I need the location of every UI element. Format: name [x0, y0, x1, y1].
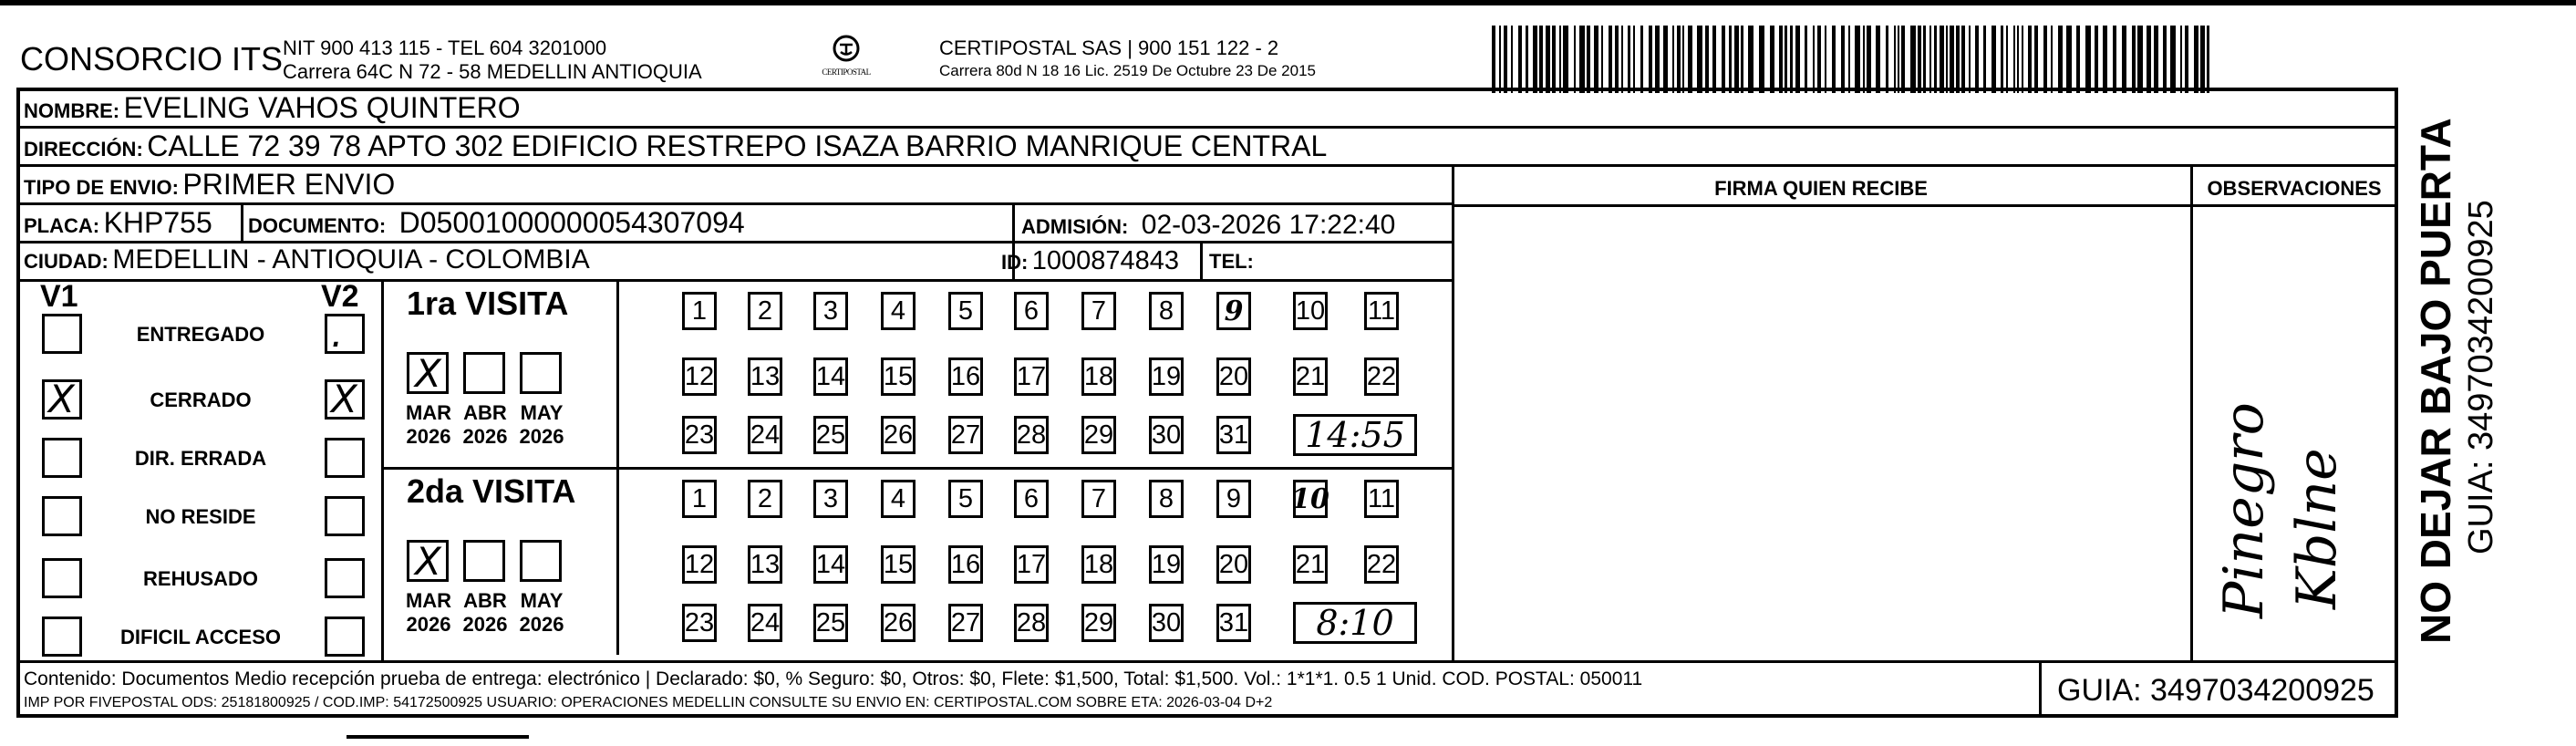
day-number: 6 — [1023, 483, 1040, 513]
tipo-envio-value: PRIMER ENVIO — [182, 168, 396, 201]
day-number: 12 — [684, 361, 715, 391]
logo-text: CERTIPOSTAL — [822, 67, 871, 77]
visit-time: 14:55 — [1305, 415, 1405, 455]
day-box[interactable] — [1014, 604, 1049, 642]
ciudad-label: CIUDAD: — [24, 250, 109, 273]
v2-checkbox[interactable] — [325, 438, 365, 478]
nombre-value: EVELING VAHOS QUINTERO — [123, 91, 521, 124]
day-number: 11 — [1367, 295, 1396, 326]
v2-label: V2 — [321, 279, 359, 314]
certipostal-logo — [810, 33, 883, 80]
v2-checkbox[interactable] — [325, 616, 365, 657]
v1-checkbox[interactable] — [42, 379, 82, 420]
day-box[interactable] — [1149, 292, 1184, 330]
month-year: 2026 — [406, 613, 451, 636]
documento-value: D05001000000054307094 — [398, 206, 745, 239]
no-dejar-bajo-puerta: NO DEJAR BAJO PUERTA — [2412, 118, 2459, 644]
day-number: 20 — [1218, 549, 1249, 579]
day-box[interactable] — [682, 292, 717, 330]
day-number: 22 — [1366, 549, 1397, 579]
v1-checkbox[interactable] — [42, 496, 82, 536]
day-number: 4 — [890, 483, 906, 513]
direccion-field — [24, 130, 1327, 163]
ciudad-field — [24, 244, 590, 275]
barcode-image — [1492, 26, 2214, 93]
month-label: ABR — [463, 589, 507, 612]
day-number: 19 — [1151, 549, 1182, 579]
day-box[interactable] — [1364, 480, 1399, 518]
day-number: 21 — [1295, 549, 1326, 579]
day-box[interactable] — [1149, 545, 1184, 584]
v1-label: V1 — [40, 279, 78, 314]
observaciones-note-1: Pinegro — [2212, 402, 2276, 618]
day-box[interactable] — [748, 292, 782, 330]
day-box[interactable] — [1149, 357, 1184, 396]
day-number: 30 — [1151, 420, 1182, 450]
day-box[interactable] — [1081, 480, 1116, 518]
day-number: 25 — [815, 607, 846, 637]
day-number: 1 — [691, 295, 708, 326]
day-number: 9 — [1224, 295, 1244, 327]
id-value: 1000874843 — [1031, 246, 1180, 275]
v2-checkbox[interactable] — [325, 311, 365, 356]
admision-field — [1021, 210, 1395, 241]
observaciones-note-2: Kblne — [2285, 448, 2349, 609]
direccion-value: CALLE 72 39 78 APTO 302 EDIFICIO RESTREPO ISAZA BARRIO MANRIQUE CENTRAL — [147, 130, 1328, 162]
placa-field — [24, 206, 212, 240]
status-label: DIR. ERRADA — [134, 447, 267, 470]
day-number: 5 — [957, 295, 974, 326]
day-number: 5 — [957, 483, 974, 513]
day-number: 30 — [1151, 607, 1182, 637]
v2-checkbox[interactable] — [325, 496, 365, 536]
day-number: 26 — [883, 607, 914, 637]
month-checkbox[interactable] — [463, 352, 505, 394]
day-box[interactable] — [1081, 357, 1116, 396]
day-box[interactable] — [682, 545, 717, 584]
visit-title: 1ra VISITA — [407, 285, 569, 322]
day-box[interactable] — [1081, 416, 1116, 454]
month-checkbox[interactable] — [463, 540, 505, 582]
day-number: 15 — [883, 549, 914, 579]
month-label: MAR — [405, 401, 452, 424]
day-box[interactable] — [881, 545, 916, 584]
month-label: ABR — [463, 401, 507, 424]
nit-line: NIT 900 413 115 - TEL 604 3201000 — [283, 36, 607, 59]
day-number: 31 — [1218, 420, 1249, 450]
day-number: 8 — [1158, 295, 1174, 326]
day-box[interactable] — [1149, 480, 1184, 518]
v2-check-mark: . — [331, 311, 344, 356]
cut-marks — [347, 735, 529, 739]
imp-line: IMP POR FIVEPOSTAL ODS: 25181800925 / COD.IMP: 54172500925 USUARIO: OPERACIONES MEDELLIN CONSULTE SU ENVIO EN: CERTIPOSTAL.COM SOBRE ETA: 2026-03-04 D+2 — [24, 695, 1273, 710]
month-label: MAY — [520, 401, 564, 424]
status-label: CERRADO — [150, 389, 252, 411]
day-number: 7 — [1091, 295, 1107, 326]
day-box[interactable] — [813, 604, 848, 642]
day-box[interactable] — [813, 292, 848, 330]
status-label: REHUSADO — [143, 567, 258, 590]
day-number: 19 — [1151, 361, 1182, 391]
company-name: CONSORCIO ITS — [20, 40, 284, 78]
day-box[interactable] — [1014, 545, 1049, 584]
tel-field — [1209, 250, 1254, 274]
v1-checkbox[interactable] — [42, 558, 82, 598]
day-number: 22 — [1366, 361, 1397, 391]
day-number: 28 — [1016, 420, 1047, 450]
day-number: 13 — [750, 361, 781, 391]
day-box[interactable] — [1216, 545, 1251, 584]
tel-label: TEL: — [1209, 250, 1254, 273]
month-checkbox[interactable] — [520, 352, 562, 394]
day-box[interactable] — [813, 545, 848, 584]
day-box[interactable] — [1293, 357, 1328, 396]
day-box[interactable] — [1014, 357, 1049, 396]
direccion-label: DIRECCIÓN: — [24, 138, 143, 161]
day-box[interactable] — [881, 416, 916, 454]
day-number: 1 — [691, 483, 708, 513]
day-box[interactable] — [682, 357, 717, 396]
tipo-envio-field — [24, 168, 395, 202]
day-box[interactable] — [1293, 545, 1328, 584]
day-box[interactable] — [1081, 292, 1116, 330]
ciudad-value: MEDELLIN - ANTIOQUIA - COLOMBIA — [112, 244, 590, 275]
v2-check-mark: X — [331, 377, 357, 421]
month-year: 2026 — [462, 425, 508, 448]
day-number: 31 — [1218, 607, 1249, 637]
day-number: 6 — [1023, 295, 1040, 326]
day-box[interactable] — [1216, 416, 1251, 454]
day-number: 2 — [757, 295, 773, 326]
day-box[interactable] — [881, 480, 916, 518]
day-box[interactable] — [813, 357, 848, 396]
month-label: MAY — [520, 589, 564, 612]
day-number: 21 — [1295, 361, 1326, 391]
day-number: 16 — [950, 549, 981, 579]
day-number: 9 — [1226, 483, 1242, 513]
day-number: 27 — [950, 420, 981, 450]
day-box[interactable] — [682, 416, 717, 454]
day-box[interactable] — [948, 545, 983, 584]
footer-guia: GUIA: 3497034200925 — [2057, 673, 2374, 708]
status-label: NO RESIDE — [145, 505, 256, 528]
v2-checkbox[interactable] — [325, 558, 365, 598]
day-number: 16 — [950, 361, 981, 391]
status-label: DIFICIL ACCESO — [119, 626, 281, 648]
day-number: 7 — [1091, 483, 1107, 513]
id-label: ID: — [1001, 251, 1029, 274]
day-box[interactable] — [948, 292, 983, 330]
day-number: 20 — [1218, 361, 1249, 391]
barcode — [1492, 26, 2214, 93]
firma-header: FIRMA QUIEN RECIBE — [1714, 177, 1928, 200]
certipostal-line-2: Carrera 80d N 18 16 Lic. 2519 De Octubre 23 De 2015 — [939, 62, 1316, 79]
month-check-mark: X — [415, 539, 441, 584]
day-box[interactable] — [1014, 292, 1049, 330]
day-box[interactable] — [1014, 416, 1049, 454]
day-number: 14 — [815, 549, 846, 579]
day-box[interactable] — [948, 480, 983, 518]
admision-value: 02-03-2026 17:22:40 — [1141, 210, 1396, 240]
day-box[interactable] — [948, 357, 983, 396]
day-number: 26 — [883, 420, 914, 450]
day-box[interactable] — [1216, 357, 1251, 396]
firma-area[interactable] — [1455, 208, 2188, 658]
day-number: 15 — [883, 361, 914, 391]
day-number: 18 — [1083, 361, 1114, 391]
day-number: 13 — [750, 549, 781, 579]
day-box[interactable] — [948, 416, 983, 454]
day-number: 25 — [815, 420, 846, 450]
day-box[interactable] — [1149, 416, 1184, 454]
day-box[interactable] — [748, 604, 782, 642]
day-box[interactable] — [682, 480, 717, 518]
month-checkbox[interactable] — [407, 540, 449, 582]
id-field — [1001, 246, 1179, 276]
day-box[interactable] — [1364, 292, 1399, 330]
day-number: 11 — [1367, 483, 1396, 513]
v1-checkbox[interactable] — [42, 438, 82, 478]
day-box[interactable] — [1014, 480, 1049, 518]
placa-label: PLACA: — [24, 214, 100, 237]
day-number: 18 — [1083, 549, 1114, 579]
day-number: 17 — [1016, 361, 1047, 391]
observaciones-area[interactable] — [2194, 208, 2395, 658]
month-year: 2026 — [519, 425, 564, 448]
day-number: 10 — [1291, 482, 1329, 515]
day-number: 3 — [822, 483, 839, 513]
day-number: 2 — [757, 483, 773, 513]
month-year: 2026 — [519, 613, 564, 636]
status-label: ENTREGADO — [136, 323, 265, 346]
day-number: 10 — [1295, 295, 1326, 326]
day-number: 29 — [1083, 420, 1114, 450]
v1-checkbox[interactable] — [42, 616, 82, 657]
visit-time-box[interactable] — [1293, 414, 1417, 456]
day-box[interactable] — [1081, 545, 1116, 584]
visit-time-box[interactable] — [1293, 602, 1417, 644]
day-box[interactable] — [881, 604, 916, 642]
day-number: 8 — [1158, 483, 1174, 513]
contenido-line: Contenido: Documentos Medio recepción prueba de entrega: electrónico | Declarado: $0, % Seguro: $0, Otros: $0, Flete: $1,500, Total: $1,500. Vol.: 1*1*1. 0.5 1 Unid. COD. POSTAL: 050011 — [24, 668, 1643, 689]
month-label: MAR — [405, 589, 452, 612]
documento-label: DOCUMENTO: — [248, 214, 387, 237]
day-box[interactable] — [1216, 480, 1251, 518]
documento-field — [248, 206, 745, 240]
month-year: 2026 — [406, 425, 451, 448]
day-number: 24 — [750, 420, 781, 450]
placa-value: KHP755 — [103, 206, 212, 239]
day-box[interactable] — [1364, 357, 1399, 396]
month-checkbox[interactable] — [520, 540, 562, 582]
day-box[interactable] — [1081, 604, 1116, 642]
day-box[interactable] — [748, 545, 782, 584]
company-address: Carrera 64C N 72 - 58 MEDELLIN ANTIOQUIA — [283, 60, 702, 83]
day-number: 14 — [815, 361, 846, 391]
day-box[interactable] — [1293, 292, 1328, 330]
v2-checkbox[interactable] — [325, 379, 365, 420]
v1-check-mark: X — [48, 377, 75, 421]
nombre-label: NOMBRE: — [24, 99, 120, 122]
day-number: 28 — [1016, 607, 1047, 637]
day-box[interactable] — [748, 480, 782, 518]
month-year: 2026 — [462, 613, 508, 636]
day-number: 17 — [1016, 549, 1047, 579]
day-number: 4 — [890, 295, 906, 326]
day-number: 24 — [750, 607, 781, 637]
visit-time: 8:10 — [1316, 603, 1394, 643]
observaciones-header: OBSERVACIONES — [2207, 177, 2382, 200]
day-box[interactable] — [748, 357, 782, 396]
v1-checkbox[interactable] — [42, 314, 82, 354]
day-box[interactable] — [813, 480, 848, 518]
day-number: 27 — [950, 607, 981, 637]
day-box[interactable] — [1364, 545, 1399, 584]
day-box[interactable] — [682, 604, 717, 642]
day-number: 23 — [684, 607, 715, 637]
day-box[interactable] — [1293, 480, 1328, 518]
admision-label: ADMISIÓN: — [1021, 215, 1129, 238]
day-box[interactable] — [881, 357, 916, 396]
side-guia: GUIA: 3497034200925 — [2462, 200, 2500, 554]
day-box[interactable] — [881, 292, 916, 330]
top-border — [0, 0, 2576, 5]
day-box[interactable] — [813, 416, 848, 454]
visit-title: 2da VISITA — [407, 472, 576, 510]
day-number: 23 — [684, 420, 715, 450]
day-box[interactable] — [1216, 604, 1251, 642]
tipo-envio-label: TIPO DE ENVIO: — [24, 176, 179, 199]
month-checkbox[interactable] — [407, 352, 449, 394]
month-check-mark: X — [415, 351, 441, 396]
nombre-field — [24, 91, 521, 125]
day-number: 29 — [1083, 607, 1114, 637]
day-box[interactable] — [748, 416, 782, 454]
day-box[interactable] — [948, 604, 983, 642]
day-number: 3 — [822, 295, 839, 326]
certipostal-line-1: CERTIPOSTAL SAS | 900 151 122 - 2 — [939, 36, 1279, 59]
day-number: 12 — [684, 549, 715, 579]
day-box[interactable] — [1216, 292, 1251, 330]
day-box[interactable] — [1149, 604, 1184, 642]
